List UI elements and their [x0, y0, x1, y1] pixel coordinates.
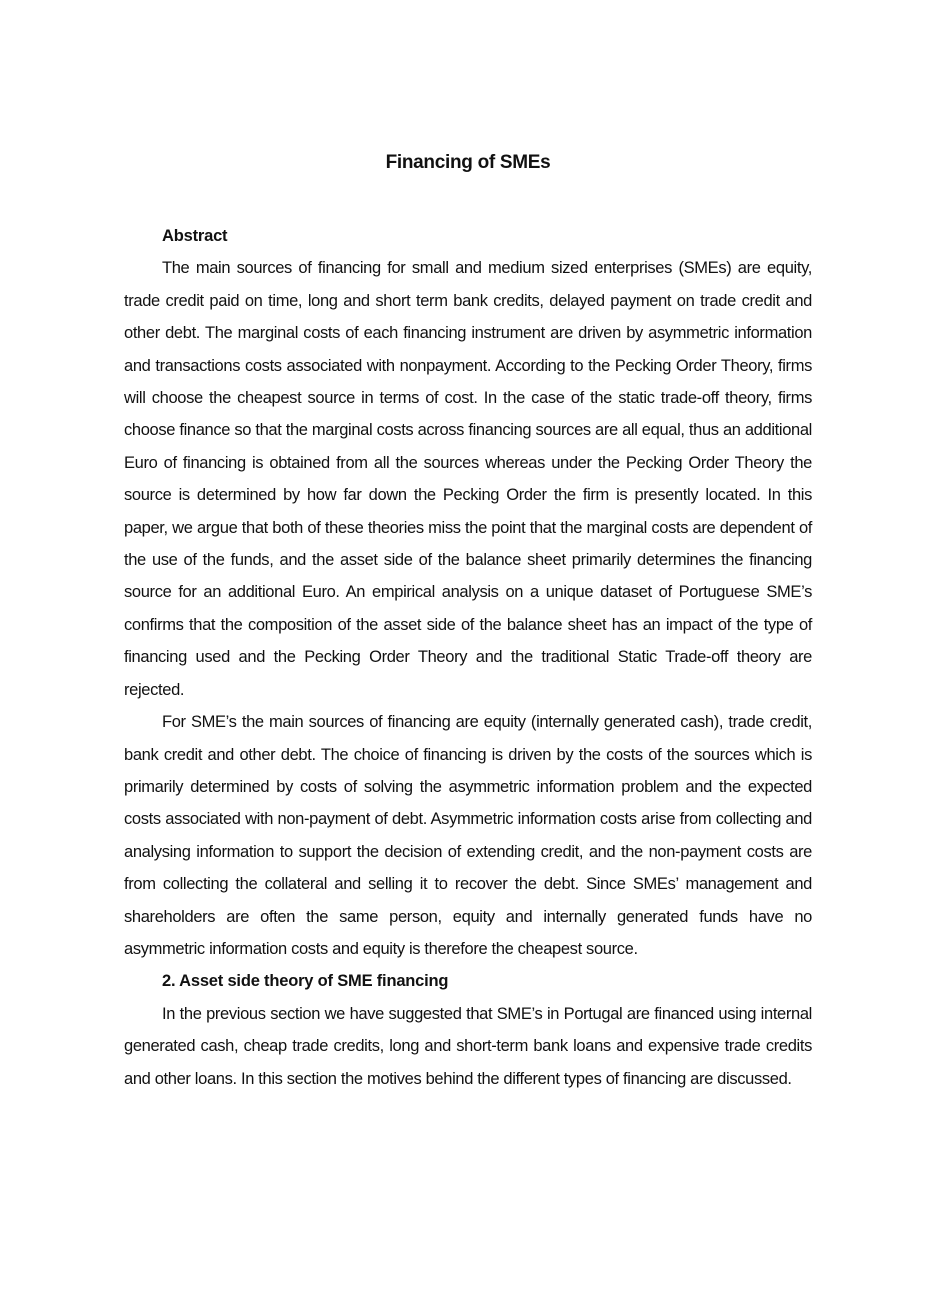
document-title: Financing of SMEs [385, 152, 551, 173]
abstract-paragraph-1: The main sources of financing for small and medium sized enterprises (SMEs) are equity, trade credit paid on time, long and short term bank credits, delayed payment on trade credit and other debt. The marginal costs of each financing instrument are driven by asymmetric information and transactions costs associated with nonpayment. According to the Pecking Order Theory, firms will choose the cheapest source in terms of cost. In the case of the static trade-off theory, firms choose finance so that the marginal costs across financing sources are all equal, thus an additional Euro of financing is obtained from all the sources whereas under the Pecking Order Theory the source is determined by how far down the Pecking Order the firm is presently located. In this paper, we argue that both of these theories miss the point that the marginal costs are dependent of the use of the funds, and the asset side of the balance sheet primarily determines the financing source for an additional Euro. An empirical analysis on a unique dataset of Portuguese SME’s confirms that the composition of the asset side of the balance sheet has an impact of the type of financing used and the Pecking Order Theory and the traditional Static Trade-off theory are rejected. [124, 259, 812, 699]
abstract-paragraph-2: For SME’s the main sources of financing are equity (internally generated cash), trade credit, bank credit and other debt. The choice of financing is driven by the costs of the sources which is primarily determined by costs of solving the asymmetric information problem and the expected costs associated with non-payment of debt. Asymmetric information costs arise from collecting and analysing information to support the decision of extending credit, and the non-payment costs are from collecting the collateral and selling it to recover the debt. Since SMEs’ management and shareholders are often the same person, equity and internally generated funds have no asymmetric information costs and equity is therefore the cheapest source. [124, 713, 812, 958]
section-2-paragraph-1: In the previous section we have suggested that SME’s in Portugal are financed using internal generated cash, cheap trade credits, long and short-term bank loans and expensive trade credits and other loans. In this section the motives behind the different types of financing are discussed. [124, 1004, 812, 1088]
abstract-heading: Abstract [162, 227, 228, 245]
section-2-heading: 2. Asset side theory of SME financing [162, 972, 449, 991]
document-body [124, 220, 812, 1095]
